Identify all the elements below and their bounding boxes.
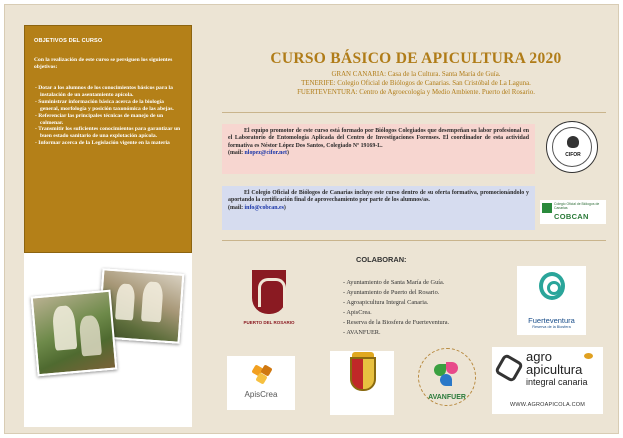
puerto-shield-icon	[252, 270, 286, 314]
collaborator-item: - AVANFUER.	[343, 329, 381, 336]
objectives-title: OBJETIVOS DEL CURSO	[34, 38, 103, 44]
mail-label: (mail:	[228, 149, 245, 156]
apiscrea-logo	[227, 356, 295, 410]
objective-item: - Informar acerca de la Legislación vigente en la materia	[35, 140, 170, 147]
puerto-logo-text: PUERTO DEL ROSARIO	[243, 320, 295, 325]
collaborator-item: - Ayuntamiento de Puerto del Rosario.	[343, 289, 440, 296]
promoter-mail	[228, 150, 529, 157]
promoter-info-box	[222, 124, 535, 174]
agro-logo-word: integral canaria	[526, 377, 588, 387]
divider	[222, 240, 606, 241]
course-title: CURSO BÁSICO DE APICULTURA 2020	[270, 50, 562, 67]
cobcan-logo-text: COBCAN	[554, 212, 589, 221]
objective-item: - Transmitir los suficientes conocimientos para garantizar un buen estado sanitario de una explotación apícola.	[35, 126, 181, 140]
college-info-box	[222, 186, 535, 230]
shield-icon	[350, 357, 376, 391]
agro-logo-word: apicultura	[526, 362, 583, 377]
cobcan-logo-subtitle: Colegio Oficial de Biólogos de Canarias	[554, 202, 600, 210]
puerto-del-rosario-logo	[238, 268, 300, 340]
spiral-icon	[539, 272, 565, 300]
agro-logo-word: agro	[526, 349, 553, 364]
hive-inspection-photo	[31, 290, 118, 377]
venue-fuerteventura: FUERTEVENTURA: Centro de Agroecología y Medio Ambiente. Puerto del Rosario.	[297, 89, 535, 96]
agro-logo-url[interactable]: WWW.AGROAPICOLA.COM	[510, 402, 585, 408]
venue-tenerife: TENERIFE: Colegio Oficial de Biólogos de Canarias. San Cristóbal de La Laguna.	[301, 80, 531, 87]
fuerteventura-logo-text: Fuerteventura	[528, 316, 575, 325]
collaborator-item: - ApisCrea.	[343, 309, 372, 316]
objective-item: - Dotar a los alumnos de los conocimientos básicos para la instalación de un asentamiento apícola.	[35, 85, 173, 98]
santa-maria-de-guia-coat-of-arms	[330, 351, 394, 415]
bird-icon	[446, 362, 458, 374]
fuerteventura-biosphere-logo	[517, 266, 586, 335]
college-mail-link[interactable]: info@cobcan.es	[244, 204, 284, 211]
collaborator-item: - Agroapicultura Integral Canaria.	[343, 299, 429, 306]
left-column	[24, 25, 192, 427]
objective-item: - Referenciar las principales técnicas de manejo de un colmenar.	[35, 112, 164, 126]
agroapicultura-logo	[492, 347, 603, 414]
mail-end: )	[286, 149, 289, 156]
cobcan-logo	[540, 200, 606, 224]
divider	[222, 112, 606, 113]
hexagon-icon	[494, 353, 524, 383]
venue-gran-canaria: GRAN CANARIA: Casa de la Cultura. Santa María de Guía.	[331, 71, 501, 78]
bird-icon	[440, 374, 452, 386]
bee-icon	[584, 353, 593, 359]
college-text: El Colegio Oficial de Biólogos de Canarias incluye este curso dentro de su oferta formativa, promocionándolo y aportando la certificación final de aprovechamiento por parte de los alumnos/as.	[228, 190, 529, 204]
cifor-logo	[546, 121, 598, 173]
promoter-mail-link[interactable]: nlopez@cifor.net	[244, 149, 287, 156]
mail-end: )	[283, 204, 286, 211]
beekeeping-photos	[32, 267, 186, 387]
collaborator-item: - Reserva de la Biosfera de Fuerteventura.	[343, 319, 450, 326]
objectives-intro: Con la realización de este curso se persiguen los siguientes objetivos:	[34, 57, 173, 70]
fuerteventura-logo-subtitle: Reserva de la Biosfera	[532, 325, 571, 329]
cifor-logo-text: CIFOR	[565, 152, 581, 158]
objectives-list	[34, 85, 184, 147]
college-mail	[228, 205, 529, 212]
collaborator-item: - Ayuntamiento de Santa María de Guía.	[343, 279, 445, 286]
cobcan-mark-icon	[542, 203, 552, 213]
avanfuer-logo	[412, 346, 482, 414]
collaborators-title: COLABORAN:	[356, 255, 407, 264]
apiscrea-logo-text: ApisCrea	[244, 390, 278, 399]
promoter-text: El equipo promotor de este curso está formado por Biólogos Colegiados que desempeñan su labor profesional en el Laboratorio de Entomología Aplicada del Centro de Investigaciones Forenses. El coordinador de esta actividad formativa es Néstor López Dos Santos, Colegiado Nº 19169-L.	[228, 128, 529, 149]
objective-item: - Suministrar información básica acerca de la biología general, morfología y posición taxonómica de las abejas.	[35, 98, 174, 112]
insect-icon	[567, 136, 579, 148]
avanfuer-logo-text: AVANFUER	[428, 394, 466, 401]
objectives-box	[24, 25, 192, 253]
mail-label: (mail:	[228, 204, 245, 211]
collaborators-list	[343, 278, 449, 338]
